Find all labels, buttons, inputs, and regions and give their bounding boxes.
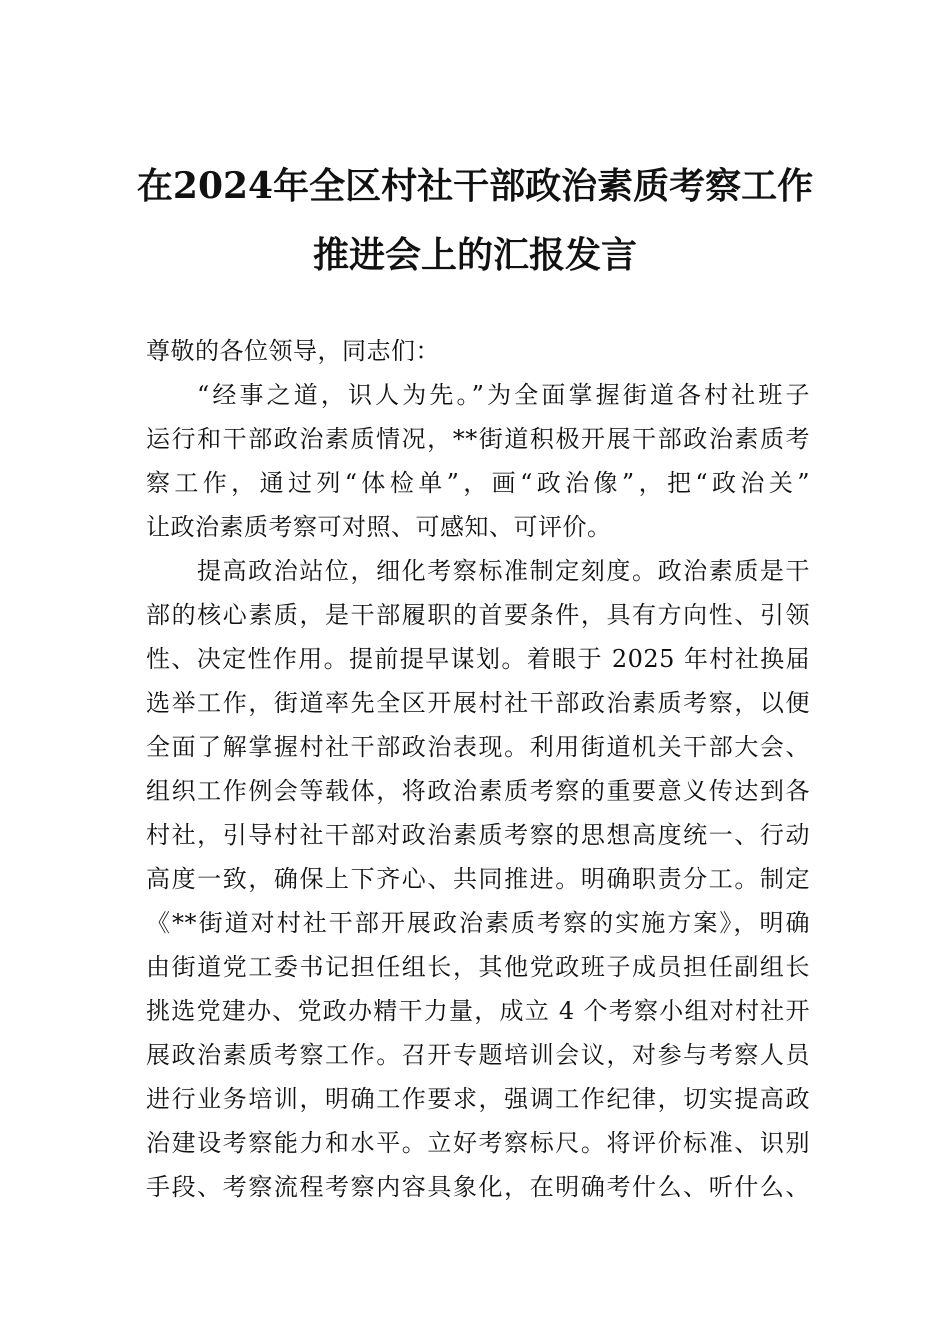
paragraph-2-line-2: 部的核心素质，是干部履职的首要条件，具有方向性、引领: [146, 601, 810, 629]
document-title-line-1: 在2024年全区村社干部政治素质考察工作: [136, 165, 814, 207]
paragraph-1-line-1: “经事之道，识人为先。”为全面掌握街道各村社班子: [197, 381, 810, 409]
paragraph-2-line-3: 性、决定性作用。提前提早谋划。着眼于 2025 年村社换届: [146, 645, 810, 673]
paragraph-2-line-7: 村社，引导村社干部对政治素质考察的思想高度统一、行动: [146, 821, 810, 849]
paragraph-2-line-9: 《**街道对村社干部开展政治素质考察的实施方案》，明确: [146, 909, 810, 937]
paragraph-2-line-12: 展政治素质考察工作。召开专题培训会议，对参与考察人员: [146, 1041, 810, 1069]
paragraph-2-line-5: 全面了解掌握村社干部政治表现。利用街道机关干部大会、: [146, 733, 810, 761]
paragraph-2-line-15: 手段、考察流程考察内容具象化，在明确考什么、听什么、: [146, 1173, 810, 1201]
paragraph-1-line-4: 让政治素质考察可对照、可感知、可评价。: [146, 513, 612, 541]
paragraph-2-line-10: 由街道党工委书记担任组长，其他党政班子成员担任副组长: [146, 953, 810, 981]
paragraph-2-line-11: 挑选党建办、党政办精干力量，成立 4 个考察小组对村社开: [146, 997, 810, 1025]
document-title-line-2: 推进会上的汇报发言: [312, 234, 637, 276]
salutation: 尊敬的各位领导，同志们：: [146, 337, 440, 365]
paragraph-2-line-13: 进行业务培训，明确工作要求，强调工作纪律，切实提高政: [146, 1085, 810, 1113]
paragraph-2-line-8: 高度一致，确保上下齐心、共同推进。明确职责分工。制定: [146, 865, 810, 893]
paragraph-2-line-1: 提高政治站位，细化考察标准制定刻度。政治素质是干: [197, 557, 810, 585]
paragraph-2-line-4: 选举工作，街道率先全区开展村社干部政治素质考察，以便: [146, 689, 810, 717]
paragraph-2-line-14: 治建设考察能力和水平。立好考察标尺。将评价标准、识别: [146, 1129, 810, 1157]
paragraph-1-line-2: 运行和干部政治素质情况，**街道积极开展干部政治素质考: [146, 425, 810, 453]
paragraph-2-line-6: 组织工作例会等载体，将政治素质考察的重要意义传达到各: [146, 777, 810, 805]
paragraph-1-line-3: 察工作，通过列“体检单”，画“政治像”，把“政治关”: [146, 469, 810, 497]
